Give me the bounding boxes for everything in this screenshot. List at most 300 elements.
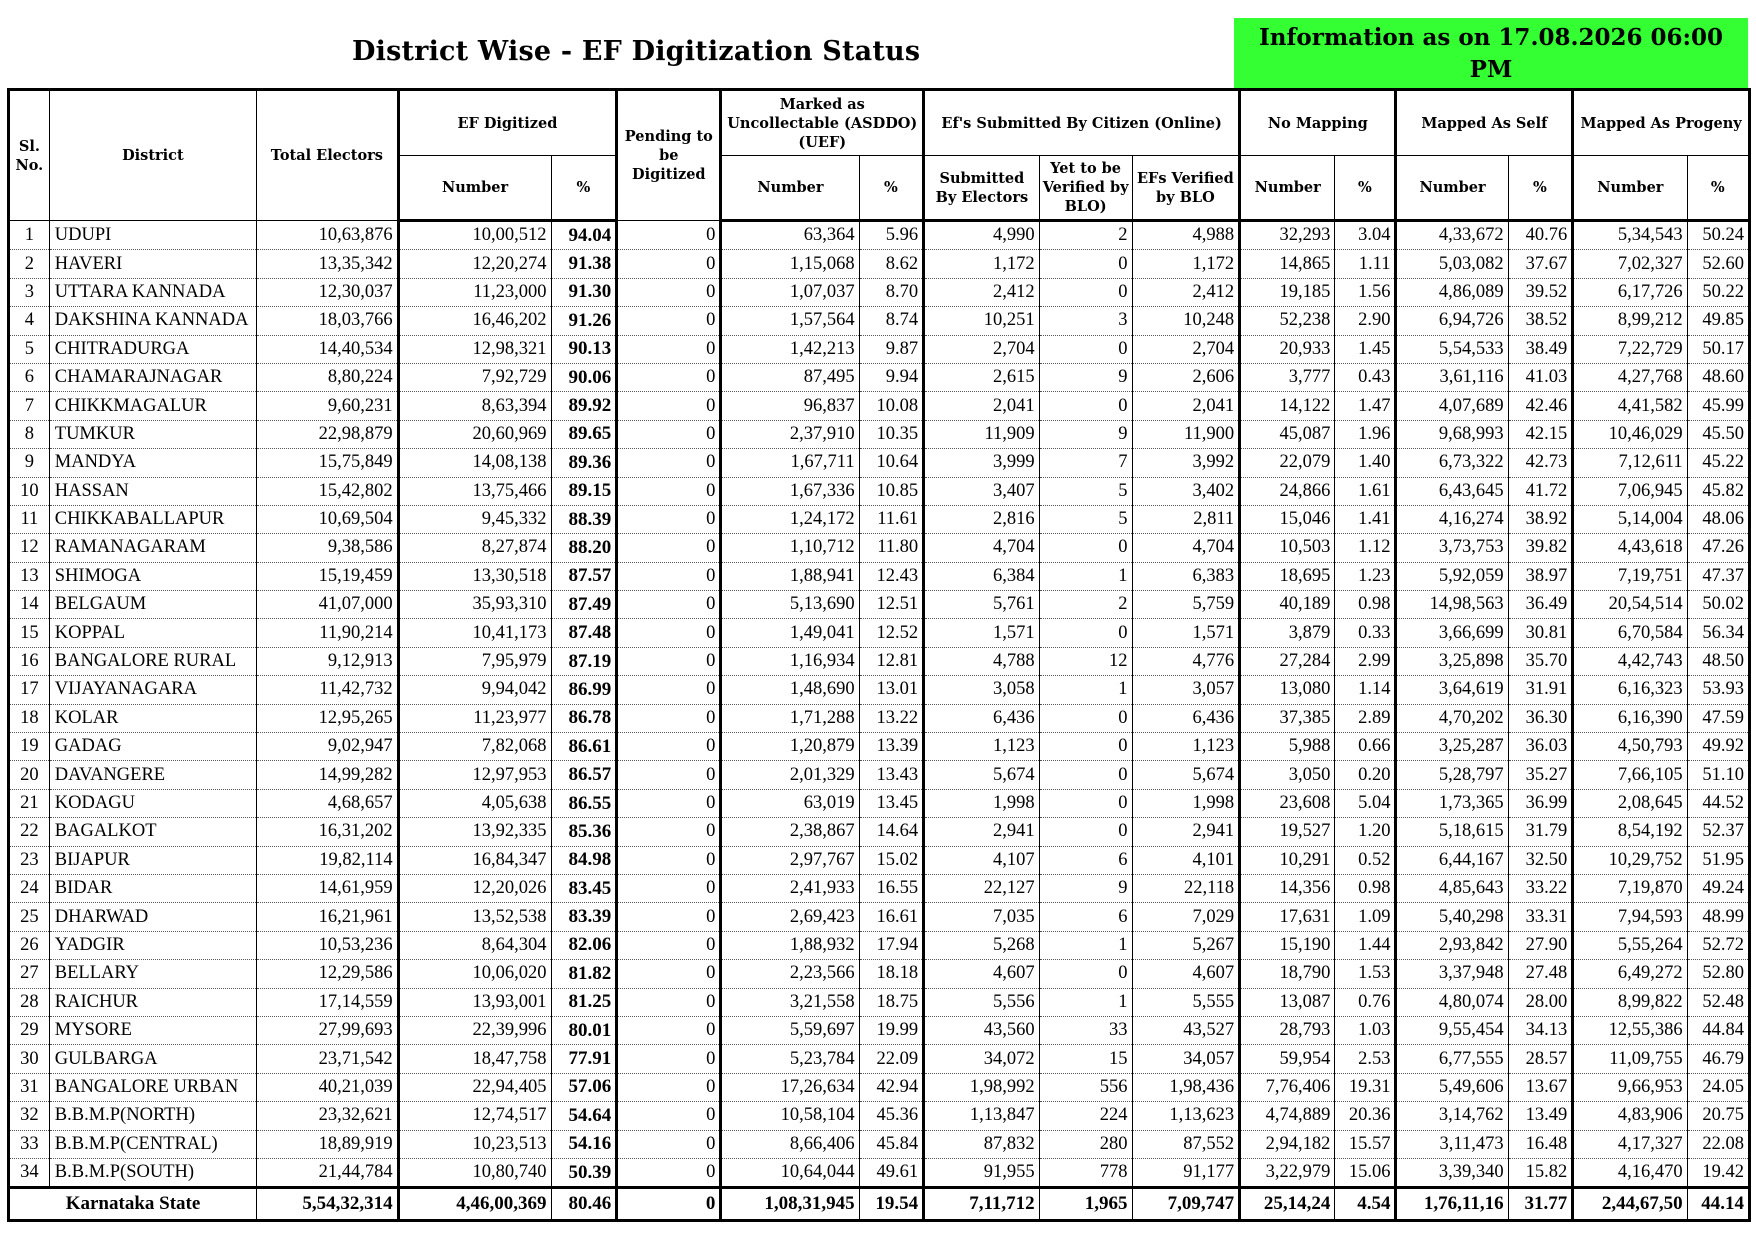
submitted-by-electors-cell: 6,436 bbox=[924, 704, 1040, 732]
district-cell: BIDAR bbox=[49, 874, 256, 902]
no-mapping-percent-cell: 2.90 bbox=[1335, 307, 1396, 335]
total-electors-cell: 27,99,693 bbox=[257, 1016, 399, 1044]
ef-digitized-percent-cell: 87.57 bbox=[551, 562, 617, 590]
mapped-self-number-cell: 9,68,993 bbox=[1396, 420, 1508, 448]
submitted-by-electors-cell: 4,788 bbox=[924, 647, 1040, 675]
sl-no-cell: 28 bbox=[9, 988, 50, 1016]
district-cell: SHIMOGA bbox=[49, 562, 256, 590]
mapped-self-number-cell: 14,98,563 bbox=[1396, 591, 1508, 619]
mapped-progeny-number-cell: 6,17,726 bbox=[1573, 278, 1687, 306]
no-mapping-number-cell: 18,790 bbox=[1240, 960, 1335, 988]
no-mapping-percent-cell: 1.47 bbox=[1335, 392, 1396, 420]
ef-digitized-number-cell: 8,63,394 bbox=[398, 392, 551, 420]
mapped-self-number-cell: 5,40,298 bbox=[1396, 903, 1508, 931]
sl-no-cell: 18 bbox=[9, 704, 50, 732]
mapped-self-number-cell: 1,73,365 bbox=[1396, 789, 1508, 817]
submitted-by-electors-cell: 11,909 bbox=[924, 420, 1040, 448]
ef-digitized-percent-cell: 81.82 bbox=[551, 960, 617, 988]
header-pending: Pending to be Digitized bbox=[617, 90, 721, 221]
subheader-percent: % bbox=[1687, 156, 1749, 221]
verified-by-blo-cell: 4,988 bbox=[1132, 221, 1240, 250]
district-cell: VIJAYANAGARA bbox=[49, 676, 256, 704]
mapped-progeny-number-cell: 10,29,752 bbox=[1573, 846, 1687, 874]
mapped-progeny-percent-cell: 53.93 bbox=[1687, 676, 1749, 704]
no-mapping-number-cell: 18,695 bbox=[1240, 562, 1335, 590]
ef-digitized-percent-cell: 86.57 bbox=[551, 761, 617, 789]
sl-no-cell: 6 bbox=[9, 363, 50, 391]
mapped-progeny-percent-cell: 45.50 bbox=[1687, 420, 1749, 448]
mapped-self-percent-cell: 27.48 bbox=[1508, 960, 1573, 988]
mapped-self-number-cell: 3,64,619 bbox=[1396, 676, 1508, 704]
no-mapping-percent-cell: 2.53 bbox=[1335, 1045, 1396, 1073]
mapped-progeny-percent-cell: 47.26 bbox=[1687, 534, 1749, 562]
yet-to-verify-cell: 0 bbox=[1039, 534, 1132, 562]
pending-cell: 0 bbox=[617, 420, 721, 448]
pending-cell: 0 bbox=[617, 505, 721, 533]
uncollectable-number-total: 1,08,31,945 bbox=[721, 1188, 859, 1221]
ef-digitized-number-cell: 7,95,979 bbox=[398, 647, 551, 675]
uncollectable-number-cell: 63,364 bbox=[721, 221, 859, 250]
submitted-by-electors-cell: 2,041 bbox=[924, 392, 1040, 420]
mapped-self-number-cell: 3,25,287 bbox=[1396, 733, 1508, 761]
no-mapping-number-cell: 22,079 bbox=[1240, 449, 1335, 477]
total-electors-cell: 9,02,947 bbox=[257, 733, 399, 761]
table-row bbox=[9, 1016, 1750, 1044]
no-mapping-percent-cell: 1.53 bbox=[1335, 960, 1396, 988]
district-cell: UDUPI bbox=[49, 221, 256, 250]
verified-by-blo-cell: 4,776 bbox=[1132, 647, 1240, 675]
uncollectable-percent-cell: 45.36 bbox=[859, 1102, 924, 1130]
yet-to-verify-cell: 1 bbox=[1039, 562, 1132, 590]
total-electors-cell: 10,69,504 bbox=[257, 505, 399, 533]
table-row bbox=[9, 307, 1750, 335]
verified-by-blo-cell: 4,101 bbox=[1132, 846, 1240, 874]
submitted-by-electors-cell: 1,123 bbox=[924, 733, 1040, 761]
mapped-progeny-number-cell: 2,08,645 bbox=[1573, 789, 1687, 817]
table-row bbox=[9, 420, 1750, 448]
mapped-self-percent-cell: 33.22 bbox=[1508, 874, 1573, 902]
district-cell: HASSAN bbox=[49, 477, 256, 505]
uncollectable-number-cell: 1,24,172 bbox=[721, 505, 859, 533]
verified-by-blo-cell: 22,118 bbox=[1132, 874, 1240, 902]
sl-no-cell: 30 bbox=[9, 1045, 50, 1073]
ef-digitized-percent-cell: 88.39 bbox=[551, 505, 617, 533]
ef-digitized-number-cell: 12,20,026 bbox=[398, 874, 551, 902]
mapped-progeny-percent-cell: 22.08 bbox=[1687, 1130, 1749, 1158]
verified-by-blo-cell: 5,759 bbox=[1132, 591, 1240, 619]
no-mapping-percent-cell: 0.33 bbox=[1335, 619, 1396, 647]
uncollectable-percent-cell: 13.01 bbox=[859, 676, 924, 704]
table-row bbox=[9, 392, 1750, 420]
yet-to-verify-cell: 0 bbox=[1039, 818, 1132, 846]
pending-cell: 0 bbox=[617, 1045, 721, 1073]
uncollectable-number-cell: 63,019 bbox=[721, 789, 859, 817]
mapped-progeny-percent-cell: 44.52 bbox=[1687, 789, 1749, 817]
mapped-progeny-percent-cell: 46.79 bbox=[1687, 1045, 1749, 1073]
mapped-self-percent-cell: 36.49 bbox=[1508, 591, 1573, 619]
mapped-self-number-cell: 5,49,606 bbox=[1396, 1073, 1508, 1101]
no-mapping-number-cell: 3,879 bbox=[1240, 619, 1335, 647]
mapped-progeny-percent-cell: 48.50 bbox=[1687, 647, 1749, 675]
ef-digitized-number-cell: 7,82,068 bbox=[398, 733, 551, 761]
pending-cell: 0 bbox=[617, 477, 721, 505]
pending-cell: 0 bbox=[617, 789, 721, 817]
ef-digitized-percent-cell: 90.06 bbox=[551, 363, 617, 391]
yet-to-verify-cell: 5 bbox=[1039, 477, 1132, 505]
uncollectable-number-cell: 17,26,634 bbox=[721, 1073, 859, 1101]
pending-cell: 0 bbox=[617, 534, 721, 562]
yet-to-verify-cell: 6 bbox=[1039, 903, 1132, 931]
sl-no-cell: 19 bbox=[9, 733, 50, 761]
no-mapping-percent-cell: 0.43 bbox=[1335, 363, 1396, 391]
submitted-by-electors-total: 7,11,712 bbox=[924, 1188, 1040, 1221]
sl-no-cell: 26 bbox=[9, 931, 50, 959]
mapped-self-number-cell: 5,03,082 bbox=[1396, 250, 1508, 278]
submitted-by-electors-cell: 43,560 bbox=[924, 1016, 1040, 1044]
no-mapping-percent-cell: 1.44 bbox=[1335, 931, 1396, 959]
mapped-progeny-percent-cell: 50.17 bbox=[1687, 335, 1749, 363]
no-mapping-number-cell: 5,988 bbox=[1240, 733, 1335, 761]
submitted-by-electors-cell: 3,999 bbox=[924, 449, 1040, 477]
ef-digitized-percent-cell: 85.36 bbox=[551, 818, 617, 846]
ef-digitized-number-cell: 13,52,538 bbox=[398, 903, 551, 931]
mapped-progeny-number-cell: 11,09,755 bbox=[1573, 1045, 1687, 1073]
table-row bbox=[9, 250, 1750, 278]
mapped-progeny-percent-cell: 51.95 bbox=[1687, 846, 1749, 874]
mapped-self-percent-cell: 16.48 bbox=[1508, 1130, 1573, 1158]
mapped-self-number-cell: 3,61,116 bbox=[1396, 363, 1508, 391]
no-mapping-percent-cell: 15.57 bbox=[1335, 1130, 1396, 1158]
uncollectable-number-cell: 1,48,690 bbox=[721, 676, 859, 704]
mapped-progeny-number-cell: 7,02,327 bbox=[1573, 250, 1687, 278]
uncollectable-percent-cell: 13.22 bbox=[859, 704, 924, 732]
mapped-self-number-cell: 6,73,322 bbox=[1396, 449, 1508, 477]
mapped-self-percent-cell: 36.99 bbox=[1508, 789, 1573, 817]
mapped-progeny-percent-cell: 56.34 bbox=[1687, 619, 1749, 647]
header-mapped-self: Mapped As Self bbox=[1396, 90, 1573, 156]
ef-digitized-number-cell: 10,00,512 bbox=[398, 221, 551, 250]
uncollectable-number-cell: 87,495 bbox=[721, 363, 859, 391]
uncollectable-percent-cell: 42.94 bbox=[859, 1073, 924, 1101]
ef-digitized-number-cell: 9,94,042 bbox=[398, 676, 551, 704]
mapped-progeny-percent-cell: 49.92 bbox=[1687, 733, 1749, 761]
no-mapping-number-cell: 14,356 bbox=[1240, 874, 1335, 902]
ef-digitized-percent-cell: 54.16 bbox=[551, 1130, 617, 1158]
mapped-self-number-cell: 6,77,555 bbox=[1396, 1045, 1508, 1073]
no-mapping-percent-cell: 0.66 bbox=[1335, 733, 1396, 761]
yet-to-verify-cell: 224 bbox=[1039, 1102, 1132, 1130]
total-electors-cell: 18,03,766 bbox=[257, 307, 399, 335]
sl-no-cell: 33 bbox=[9, 1130, 50, 1158]
pending-cell: 0 bbox=[617, 449, 721, 477]
mapped-self-percent-cell: 35.27 bbox=[1508, 761, 1573, 789]
mapped-self-percent-cell: 42.15 bbox=[1508, 420, 1573, 448]
uncollectable-number-cell: 1,88,932 bbox=[721, 931, 859, 959]
submitted-by-electors-cell: 4,990 bbox=[924, 221, 1040, 250]
yet-to-verify-cell: 0 bbox=[1039, 704, 1132, 732]
ef-digitized-percent-cell: 80.01 bbox=[551, 1016, 617, 1044]
table-row bbox=[9, 591, 1750, 619]
mapped-self-percent-cell: 35.70 bbox=[1508, 647, 1573, 675]
total-electors-cell: 18,89,919 bbox=[257, 1130, 399, 1158]
uncollectable-number-cell: 1,67,711 bbox=[721, 449, 859, 477]
table-row bbox=[9, 818, 1750, 846]
yet-to-verify-cell: 0 bbox=[1039, 733, 1132, 761]
mapped-self-number-cell: 9,55,454 bbox=[1396, 1016, 1508, 1044]
mapped-progeny-number-cell: 6,49,272 bbox=[1573, 960, 1687, 988]
mapped-progeny-number-cell: 4,50,793 bbox=[1573, 733, 1687, 761]
table-row bbox=[9, 477, 1750, 505]
no-mapping-percent-total: 4.54 bbox=[1335, 1188, 1396, 1221]
uncollectable-number-cell: 10,58,104 bbox=[721, 1102, 859, 1130]
sl-no-cell: 23 bbox=[9, 846, 50, 874]
mapped-progeny-number-cell: 5,55,264 bbox=[1573, 931, 1687, 959]
subheader-percent: % bbox=[1508, 156, 1573, 221]
ef-digitized-number-cell: 10,06,020 bbox=[398, 960, 551, 988]
uncollectable-number-cell: 2,41,933 bbox=[721, 874, 859, 902]
submitted-by-electors-cell: 2,615 bbox=[924, 363, 1040, 391]
mapped-self-number-cell: 5,28,797 bbox=[1396, 761, 1508, 789]
yet-to-verify-cell: 9 bbox=[1039, 420, 1132, 448]
verified-by-blo-cell: 2,704 bbox=[1132, 335, 1240, 363]
no-mapping-number-total: 25,14,24 bbox=[1240, 1188, 1335, 1221]
uncollectable-percent-cell: 5.96 bbox=[859, 221, 924, 250]
total-electors-cell: 40,21,039 bbox=[257, 1073, 399, 1101]
yet-to-verify-cell: 778 bbox=[1039, 1158, 1132, 1187]
sl-no-cell: 5 bbox=[9, 335, 50, 363]
uncollectable-percent-cell: 9.94 bbox=[859, 363, 924, 391]
sl-no-cell: 3 bbox=[9, 278, 50, 306]
ef-digitized-number-cell: 16,46,202 bbox=[398, 307, 551, 335]
uncollectable-number-cell: 1,67,336 bbox=[721, 477, 859, 505]
mapped-progeny-percent-cell: 47.59 bbox=[1687, 704, 1749, 732]
submitted-by-electors-cell: 87,832 bbox=[924, 1130, 1040, 1158]
table-row bbox=[9, 789, 1750, 817]
no-mapping-percent-cell: 3.04 bbox=[1335, 221, 1396, 250]
mapped-self-number-total: 1,76,11,16 bbox=[1396, 1188, 1508, 1221]
table-row bbox=[9, 647, 1750, 675]
table-row bbox=[9, 988, 1750, 1016]
ef-digitized-percent-cell: 89.92 bbox=[551, 392, 617, 420]
table-row bbox=[9, 733, 1750, 761]
total-electors-cell: 11,90,214 bbox=[257, 619, 399, 647]
no-mapping-number-cell: 19,527 bbox=[1240, 818, 1335, 846]
uncollectable-number-cell: 1,42,213 bbox=[721, 335, 859, 363]
header-sl-no: Sl. No. bbox=[9, 90, 50, 221]
uncollectable-percent-cell: 22.09 bbox=[859, 1045, 924, 1073]
submitted-by-electors-cell: 4,704 bbox=[924, 534, 1040, 562]
district-cell: BANGALORE URBAN bbox=[49, 1073, 256, 1101]
uncollectable-percent-cell: 17.94 bbox=[859, 931, 924, 959]
no-mapping-percent-cell: 2.89 bbox=[1335, 704, 1396, 732]
district-cell: CHIKKABALLAPUR bbox=[49, 505, 256, 533]
total-electors-cell: 12,30,037 bbox=[257, 278, 399, 306]
uncollectable-percent-cell: 11.61 bbox=[859, 505, 924, 533]
uncollectable-number-cell: 1,88,941 bbox=[721, 562, 859, 590]
total-electors-cell: 8,80,224 bbox=[257, 363, 399, 391]
verified-by-blo-cell: 91,177 bbox=[1132, 1158, 1240, 1187]
pending-cell: 0 bbox=[617, 818, 721, 846]
no-mapping-percent-cell: 0.52 bbox=[1335, 846, 1396, 874]
table-row bbox=[9, 449, 1750, 477]
header-submitted-online: Ef's Submitted By Citizen (Online) bbox=[924, 90, 1240, 156]
table-row bbox=[9, 903, 1750, 931]
mapped-self-percent-cell: 13.67 bbox=[1508, 1073, 1573, 1101]
yet-to-verify-cell: 7 bbox=[1039, 449, 1132, 477]
mapped-progeny-number-cell: 4,41,582 bbox=[1573, 392, 1687, 420]
verified-by-blo-cell: 11,900 bbox=[1132, 420, 1240, 448]
yet-to-verify-cell: 1 bbox=[1039, 931, 1132, 959]
no-mapping-number-cell: 28,793 bbox=[1240, 1016, 1335, 1044]
no-mapping-number-cell: 15,190 bbox=[1240, 931, 1335, 959]
uncollectable-number-cell: 5,13,690 bbox=[721, 591, 859, 619]
verified-by-blo-cell: 5,267 bbox=[1132, 931, 1240, 959]
no-mapping-number-cell: 59,954 bbox=[1240, 1045, 1335, 1073]
yet-to-verify-cell: 5 bbox=[1039, 505, 1132, 533]
mapped-progeny-number-cell: 4,27,768 bbox=[1573, 363, 1687, 391]
yet-to-verify-cell: 0 bbox=[1039, 335, 1132, 363]
ef-digitized-percent-cell: 94.04 bbox=[551, 221, 617, 250]
verified-by-blo-cell: 2,606 bbox=[1132, 363, 1240, 391]
mapped-self-number-cell: 5,18,615 bbox=[1396, 818, 1508, 846]
uncollectable-number-cell: 1,10,712 bbox=[721, 534, 859, 562]
ef-digitized-percent-cell: 89.15 bbox=[551, 477, 617, 505]
yet-to-verify-cell: 0 bbox=[1039, 392, 1132, 420]
pending-cell: 0 bbox=[617, 960, 721, 988]
ef-digitized-percent-cell: 82.06 bbox=[551, 931, 617, 959]
table-row bbox=[9, 1102, 1750, 1130]
sl-no-cell: 17 bbox=[9, 676, 50, 704]
mapped-progeny-number-cell: 7,19,870 bbox=[1573, 874, 1687, 902]
uncollectable-number-cell: 2,97,767 bbox=[721, 846, 859, 874]
header-no-mapping: No Mapping bbox=[1240, 90, 1396, 156]
mapped-progeny-percent-cell: 52.72 bbox=[1687, 931, 1749, 959]
mapped-self-percent-cell: 40.76 bbox=[1508, 221, 1573, 250]
total-electors-cell: 14,99,282 bbox=[257, 761, 399, 789]
uncollectable-number-cell: 1,07,037 bbox=[721, 278, 859, 306]
uncollectable-percent-cell: 18.75 bbox=[859, 988, 924, 1016]
sl-no-cell: 22 bbox=[9, 818, 50, 846]
no-mapping-percent-cell: 0.20 bbox=[1335, 761, 1396, 789]
ef-digitized-percent-cell: 86.99 bbox=[551, 676, 617, 704]
district-cell: UTTARA KANNADA bbox=[49, 278, 256, 306]
mapped-progeny-number-cell: 8,54,192 bbox=[1573, 818, 1687, 846]
mapped-self-number-cell: 4,86,089 bbox=[1396, 278, 1508, 306]
header-district: District bbox=[49, 90, 256, 221]
table-row bbox=[9, 278, 1750, 306]
uncollectable-percent-cell: 14.64 bbox=[859, 818, 924, 846]
submitted-by-electors-cell: 5,761 bbox=[924, 591, 1040, 619]
uncollectable-number-cell: 3,21,558 bbox=[721, 988, 859, 1016]
pending-cell: 0 bbox=[617, 676, 721, 704]
mapped-self-percent-cell: 13.49 bbox=[1508, 1102, 1573, 1130]
mapped-self-percent-cell: 41.03 bbox=[1508, 363, 1573, 391]
header-mapped-progeny: Mapped As Progeny bbox=[1573, 90, 1750, 156]
table-row bbox=[9, 335, 1750, 363]
table-row bbox=[9, 761, 1750, 789]
submitted-by-electors-cell: 4,107 bbox=[924, 846, 1040, 874]
district-cell: MYSORE bbox=[49, 1016, 256, 1044]
no-mapping-percent-cell: 1.03 bbox=[1335, 1016, 1396, 1044]
pending-cell: 0 bbox=[617, 988, 721, 1016]
mapped-progeny-percent-cell: 52.80 bbox=[1687, 960, 1749, 988]
no-mapping-percent-cell: 1.09 bbox=[1335, 903, 1396, 931]
ef-digitized-percent-cell: 91.26 bbox=[551, 307, 617, 335]
mapped-progeny-percent-cell: 47.37 bbox=[1687, 562, 1749, 590]
ef-digitized-number-cell: 4,05,638 bbox=[398, 789, 551, 817]
verified-by-blo-cell: 2,412 bbox=[1132, 278, 1240, 306]
yet-to-verify-cell: 0 bbox=[1039, 278, 1132, 306]
table-row bbox=[9, 1073, 1750, 1101]
sl-no-cell: 27 bbox=[9, 960, 50, 988]
total-electors-cell: 11,42,732 bbox=[257, 676, 399, 704]
table-row bbox=[9, 1130, 1750, 1158]
total-electors-cell: 22,98,879 bbox=[257, 420, 399, 448]
table-row bbox=[9, 846, 1750, 874]
ef-digitized-number-cell: 9,45,332 bbox=[398, 505, 551, 533]
uncollectable-percent-cell: 12.81 bbox=[859, 647, 924, 675]
mapped-progeny-number-cell: 7,94,593 bbox=[1573, 903, 1687, 931]
ef-digitized-percent-cell: 83.39 bbox=[551, 903, 617, 931]
mapped-progeny-number-cell: 10,46,029 bbox=[1573, 420, 1687, 448]
pending-cell: 0 bbox=[617, 278, 721, 306]
mapped-progeny-number-cell: 8,99,822 bbox=[1573, 988, 1687, 1016]
total-electors-cell: 4,68,657 bbox=[257, 789, 399, 817]
submitted-by-electors-cell: 2,704 bbox=[924, 335, 1040, 363]
ef-digitized-number-cell: 11,23,977 bbox=[398, 704, 551, 732]
no-mapping-number-cell: 10,291 bbox=[1240, 846, 1335, 874]
mapped-progeny-percent-cell: 48.99 bbox=[1687, 903, 1749, 931]
table-row bbox=[9, 874, 1750, 902]
table-row bbox=[9, 931, 1750, 959]
ef-digitized-number-cell: 8,27,874 bbox=[398, 534, 551, 562]
ef-digitized-number-cell: 12,98,321 bbox=[398, 335, 551, 363]
mapped-self-percent-cell: 27.90 bbox=[1508, 931, 1573, 959]
submitted-by-electors-cell: 5,556 bbox=[924, 988, 1040, 1016]
uncollectable-percent-cell: 10.85 bbox=[859, 477, 924, 505]
no-mapping-percent-cell: 20.36 bbox=[1335, 1102, 1396, 1130]
total-electors-cell: 14,40,534 bbox=[257, 335, 399, 363]
uncollectable-percent-total: 19.54 bbox=[859, 1188, 924, 1221]
uncollectable-number-cell: 1,16,934 bbox=[721, 647, 859, 675]
verified-by-blo-cell: 10,248 bbox=[1132, 307, 1240, 335]
mapped-progeny-percent-cell: 52.48 bbox=[1687, 988, 1749, 1016]
total-electors-cell: 13,35,342 bbox=[257, 250, 399, 278]
mapped-self-number-cell: 3,11,473 bbox=[1396, 1130, 1508, 1158]
mapped-self-number-cell: 4,70,202 bbox=[1396, 704, 1508, 732]
no-mapping-percent-cell: 0.98 bbox=[1335, 591, 1396, 619]
pending-cell: 0 bbox=[617, 761, 721, 789]
pending-cell: 0 bbox=[617, 733, 721, 761]
pending-cell: 0 bbox=[617, 1158, 721, 1187]
sl-no-cell: 31 bbox=[9, 1073, 50, 1101]
subheader-percent: % bbox=[1335, 156, 1396, 221]
submitted-by-electors-cell: 1,13,847 bbox=[924, 1102, 1040, 1130]
mapped-progeny-number-cell: 7,12,611 bbox=[1573, 449, 1687, 477]
verified-by-blo-cell: 1,123 bbox=[1132, 733, 1240, 761]
no-mapping-percent-cell: 5.04 bbox=[1335, 789, 1396, 817]
mapped-progeny-percent-cell: 19.42 bbox=[1687, 1158, 1749, 1187]
verified-by-blo-cell: 87,552 bbox=[1132, 1130, 1240, 1158]
verified-by-blo-cell: 1,13,623 bbox=[1132, 1102, 1240, 1130]
mapped-progeny-number-cell: 4,43,618 bbox=[1573, 534, 1687, 562]
mapped-self-percent-cell: 38.92 bbox=[1508, 505, 1573, 533]
uncollectable-percent-cell: 12.51 bbox=[859, 591, 924, 619]
verified-by-blo-cell: 1,172 bbox=[1132, 250, 1240, 278]
no-mapping-number-cell: 32,293 bbox=[1240, 221, 1335, 250]
submitted-by-electors-cell: 2,816 bbox=[924, 505, 1040, 533]
mapped-self-percent-cell: 28.00 bbox=[1508, 988, 1573, 1016]
